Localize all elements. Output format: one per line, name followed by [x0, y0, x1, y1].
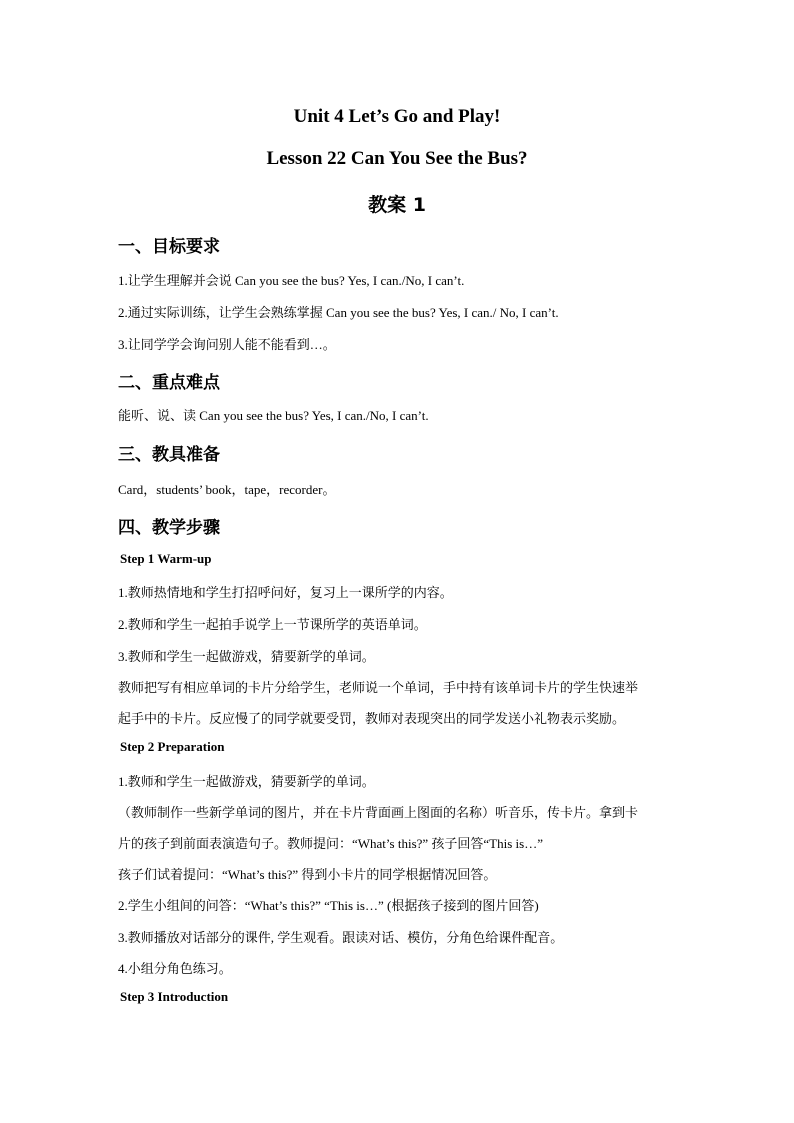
- step1-line: 起手中的卡片。反应慢了的同学就要受罚，教师对表现突出的同学发送小礼物表示奖励。: [118, 711, 626, 726]
- section-heading-teaching-steps: 四、教学步骤: [118, 518, 220, 538]
- step1-line: 教师把写有相应单词的卡片分给学生，老师说一个单词，手中持有该单词卡片的学生快速举: [118, 680, 639, 695]
- lesson-plan-title: 教案 1: [368, 194, 426, 216]
- step2-line: （教师制作一些新学单词的图片，并在卡片背面画上图面的名称）听音乐，传卡片。拿到卡: [118, 805, 639, 820]
- key-points-text: 能听、说、读 Can you see the bus? Yes, I can./No, I can’t.: [118, 408, 429, 423]
- section-heading-objectives: 一、目标要求: [118, 237, 220, 257]
- step1-title: Step 1 Warm-up: [120, 551, 212, 566]
- step3-title: Step 3 Introduction: [120, 989, 229, 1004]
- step2-line: 4.小组分角色练习。: [118, 961, 232, 976]
- materials-text: Card，students’ book，tape，recorder。: [118, 482, 336, 497]
- step2-line: 孩子们试着提问：“What’s this?” 得到小卡片的同学根据情况回答。: [118, 867, 497, 882]
- step1-line: 2.教师和学生一起拍手说学上一节课所学的英语单词。: [118, 617, 427, 632]
- unit-title: Unit 4 Let’s Go and Play!: [293, 106, 501, 127]
- step2-title: Step 2 Preparation: [120, 739, 225, 754]
- step1-line: 1.教师热情地和学生打招呼问好，复习上一课所学的内容。: [118, 585, 453, 600]
- step2-line: 3.教师播放对话部分的课件, 学生观看。跟读对话、模仿，分角色给课件配音。: [118, 930, 564, 945]
- section-heading-key-points: 二、重点难点: [118, 373, 220, 393]
- objective-item: 1.让学生理解并会说 Can you see the bus? Yes, I can./No, I can’t.: [118, 273, 465, 288]
- step1-line: 3.教师和学生一起做游戏，猜要新学的单词。: [118, 649, 375, 664]
- objective-item: 3.让同学学会询问别人能不能看到…。: [118, 337, 336, 352]
- step2-line: 片的孩子到前面表演造句子。教师提问：“What’s this?” 孩子回答“This is…”: [118, 836, 543, 851]
- section-heading-materials: 三、教具准备: [118, 445, 220, 465]
- objective-item: 2.通过实际训练，让学生会熟练掌握 Can you see the bus? Yes, I can./ No, I can’t.: [118, 305, 559, 320]
- step2-line: 2.学生小组间的问答：“What’s this?” “This is…” (根据孩子接到的图片回答): [118, 898, 539, 913]
- step2-line: 1.教师和学生一起做游戏，猜要新学的单词。: [118, 774, 375, 789]
- lesson-title: Lesson 22 Can You See the Bus?: [266, 148, 528, 169]
